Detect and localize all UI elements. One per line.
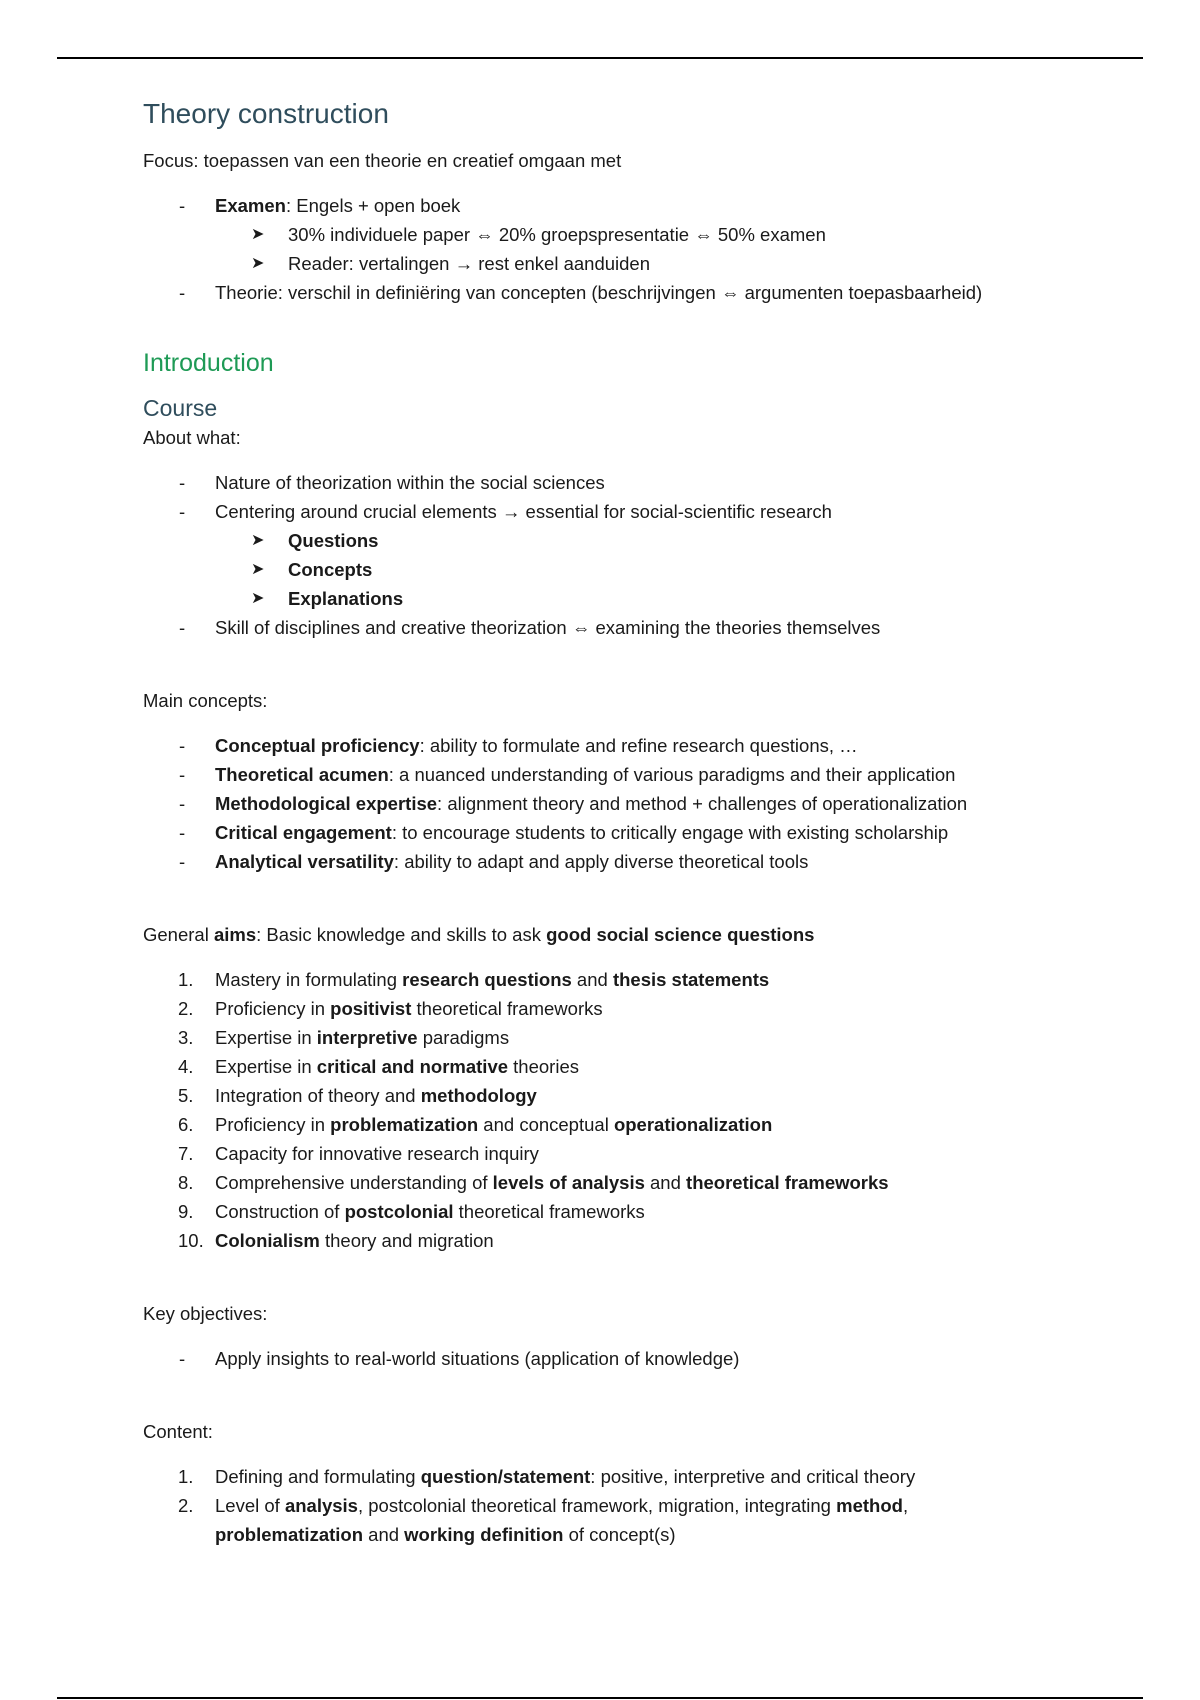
- focus-line: Focus: toepassen van een theorie en creatief omgaan met: [143, 150, 622, 171]
- course-list: [143, 468, 1103, 642]
- list-item: 3. Expertise in interpretive paradigms: [178, 1027, 510, 1048]
- list-item: - Critical engagement: to encourage students to critically engage with existing scholarship: [179, 822, 949, 843]
- list-item: ➤ Questions: [143, 526, 1103, 555]
- list-item: - Theoretical acumen: a nuanced understanding of various paradigms and their application: [179, 764, 956, 785]
- list-item: - Conceptual proficiency: ability to formulate and refine research questions, …: [179, 735, 858, 756]
- list-item: - Centering around crucial elements → essential for social-scientific research: [179, 501, 832, 522]
- list-item: 2. Proficiency in positivist theoretical frameworks: [178, 998, 603, 1019]
- list-item: 7. Capacity for innovative research inquiry: [178, 1143, 539, 1164]
- section-heading-introduction: Introduction: [143, 349, 274, 377]
- list-item: - Examen: Engels + open boek: [143, 191, 1103, 220]
- footer-rule: [57, 1697, 1143, 1699]
- main-concepts-heading: Main concepts:: [143, 690, 268, 711]
- page-title: Theory construction: [143, 98, 389, 129]
- key-objectives-heading: Key objectives:: [143, 1303, 268, 1324]
- list-item: 5. Integration of theory and methodology: [178, 1085, 537, 1106]
- list-item: - Nature of theorization within the social sciences: [179, 472, 605, 493]
- list-item: ➤ Concepts: [143, 555, 1103, 584]
- list-item: 9. Construction of postcolonial theoretical frameworks: [178, 1201, 645, 1222]
- document-page: [143, 96, 1103, 1549]
- dash-marker: -: [179, 282, 186, 303]
- general-aims-list: [143, 965, 1103, 1255]
- list-item: 2. Level of analysis, postcolonial theoretical framework, migration, integrating method, problematization and working definition of concept(s): [178, 1495, 909, 1545]
- list-item: 4. Expertise in critical and normative theories: [178, 1056, 579, 1077]
- arrow-bullet-icon: ➤: [251, 590, 265, 607]
- list-item: 6. Proficiency in problematization and conceptual operationalization: [178, 1114, 773, 1135]
- list-item: 10. Colonialism theory and migration: [178, 1230, 494, 1251]
- content-list: [143, 1462, 1103, 1549]
- list-item: 8. Comprehensive understanding of levels of analysis and theoretical frameworks: [178, 1172, 889, 1193]
- arrow-bullet-icon: ➤: [251, 226, 265, 243]
- list-item: ➤ Explanations: [143, 584, 1103, 613]
- main-concepts-list: [143, 731, 1103, 876]
- list-item: ➤ 30% individuele paper ⇔ 20% groepspresentatie ⇔ 50% examen: [143, 220, 1103, 249]
- exam-list: [143, 191, 1103, 307]
- arrow-bullet-icon: ➤: [251, 561, 265, 578]
- header-rule: [57, 57, 1143, 59]
- list-item: 1. Defining and formulating question/statement: positive, interpretive and critical theory: [178, 1466, 916, 1487]
- arrow-bullet-icon: ➤: [251, 532, 265, 549]
- list-item: - Analytical versatility: ability to adapt and apply diverse theoretical tools: [179, 851, 809, 872]
- list-item: - Methodological expertise: alignment theory and method + challenges of operationalization: [179, 793, 968, 814]
- list-item: - Apply insights to real-world situations (application of knowledge): [179, 1348, 740, 1369]
- list-item: ➤ Reader: vertalingen → rest enkel aanduiden: [143, 249, 1103, 278]
- list-item: 1. Mastery in formulating research questions and thesis statements: [178, 969, 770, 990]
- subsection-heading-course: Course: [143, 395, 218, 421]
- general-aims-line: General aims: Basic knowledge and skills to ask good social science questions: [143, 924, 815, 945]
- list-item: - Theorie: verschil in definiëring van concepten (beschrijvingen ⇔ argumenten toepasbaarheid): [143, 278, 1103, 307]
- about-label: About what:: [143, 427, 241, 448]
- content-heading: Content:: [143, 1421, 213, 1442]
- arrow-bullet-icon: ➤: [251, 255, 265, 272]
- dash-marker: -: [179, 195, 186, 216]
- key-objectives-list: [143, 1344, 1103, 1373]
- list-item: - Skill of disciplines and creative theorization ⇔ examining the theories themselves: [179, 617, 881, 638]
